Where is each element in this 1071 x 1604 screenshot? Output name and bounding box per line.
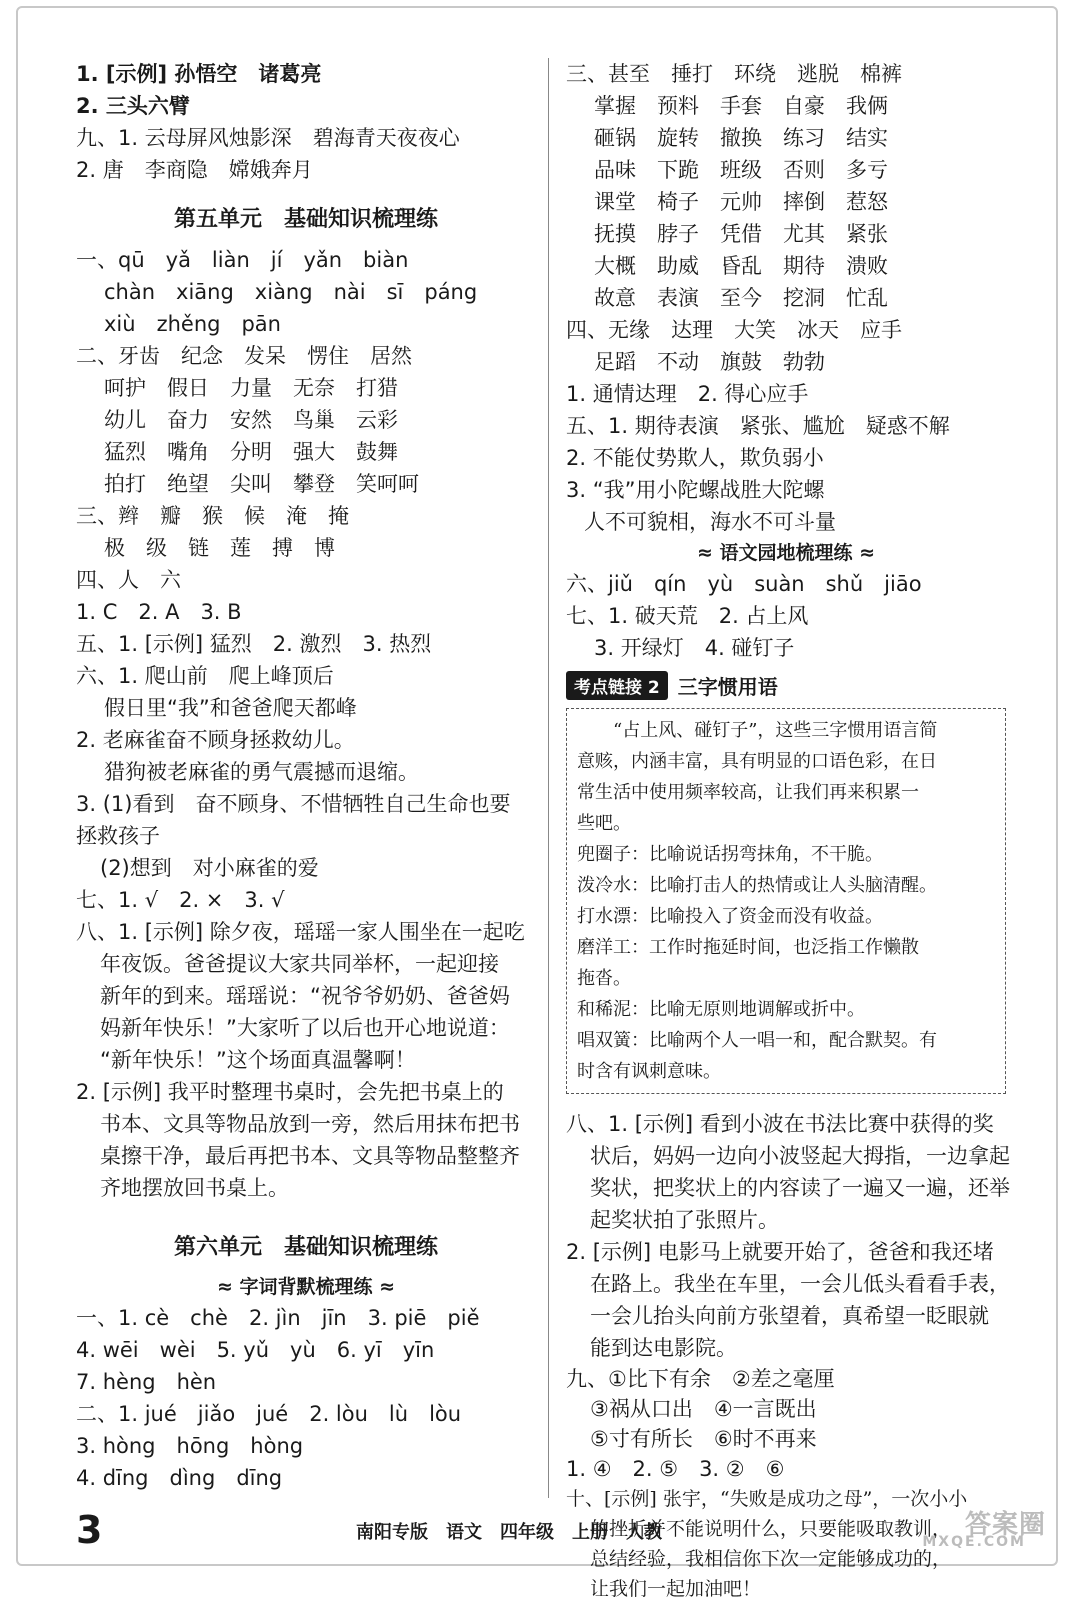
answer-line: 掌握 预料 手套 自豪 我俩 [594, 94, 888, 118]
answer-line: 六、jiǔ qín yù suàn shǔ jiāo [566, 572, 922, 596]
answer-line: “新年快乐！”这个场面真温馨啊！ [100, 1048, 416, 1072]
answer-line: 呵护 假日 力量 无奈 打猎 [104, 376, 398, 400]
answer-line: 齐地摆放回书桌上。 [100, 1176, 289, 1200]
answer-line: chàn xiāng xiàng nài sī páng [104, 280, 478, 304]
footer-info: 南阳专版 语文 四年级 上册 人教 [356, 1522, 662, 1543]
answer-line: 能到达电影院。 [590, 1336, 737, 1360]
answer-line: 1. 通情达理 2. 得心应手 [566, 382, 809, 406]
answer-line: 书本、文具等物品放到一旁，然后用抹布把书 [100, 1112, 520, 1136]
garden-title: ≈ 语文园地梳理练 ≈ [696, 542, 876, 564]
column-divider [548, 58, 549, 1498]
answer-line: 故意 表演 至今 挖洞 忙乱 [594, 286, 888, 310]
kaodian-box [566, 708, 1006, 1094]
answer-line: 妈新年快乐！”大家听了以后也开心地说道： [100, 1016, 510, 1040]
answer-line: 幼儿 奋力 安然 鸟巢 云彩 [104, 408, 398, 432]
box-line: 磨洋工：工作时拖延时间，也泛指工作懒散 [577, 937, 919, 958]
answer-line: 一会儿抬头向前方张望着，真希望一眨眼就 [590, 1304, 989, 1328]
answer-line: 状后，妈妈一边向小波竖起大拇指，一边拿起 [590, 1144, 1010, 1168]
answer-line: 1. ④ 2. ⑤ 3. ② ⑥ [566, 1457, 785, 1481]
answer-line: 总结经验，我相信你下次一定能够成功的， [590, 1548, 952, 1570]
answer-line: 七、1. √ 2. × 3. √ [76, 888, 285, 912]
box-line: 泼冷水：比喻打击人的热情或让人头脑清醒。 [577, 875, 937, 896]
kaodian-tag: 考点链接 2 [566, 671, 668, 700]
answer-line: 九、1. 云母屏风烛影深 碧海青天夜夜心 [76, 126, 460, 150]
unit6-title: 第六单元 基础知识梳理练 [173, 1235, 438, 1260]
answer-line: 二、牙齿 纪念 发呆 愣住 居然 [76, 344, 412, 368]
answer-line: 2. 三头六臂 [76, 94, 190, 118]
answer-line: 拍打 绝望 尖叫 攀登 笑呵呵 [104, 472, 419, 496]
watermark-url: MXQE.COM [922, 1534, 1026, 1550]
answer-line: 2. 不能仗势欺人，欺负弱小 [566, 446, 824, 470]
answer-line: 四、无缘 达理 大笑 冰天 应手 [566, 318, 902, 342]
answer-line: 五、1. 期待表演 紧张、尴尬 疑惑不解 [566, 414, 950, 438]
answer-line: 2. 唐 李商隐 嫦娥奔月 [76, 158, 313, 182]
box-line: 时含有讽刺意味。 [577, 1061, 721, 1082]
unit5-title: 第五单元 基础知识梳理练 [173, 207, 438, 232]
answer-line: 7. hèng hèn [76, 1370, 217, 1394]
answer-line: 年夜饭。爸爸提议大家共同举杯，一起迎接 [100, 952, 499, 976]
box-line: 兜圈子：比喻说话拐弯抹角，不干脆。 [577, 844, 883, 865]
answer-line: 三、甚至 捶打 环绕 逃脱 棉裤 [566, 62, 902, 86]
answer-line: 六、1. 爬山前 爬上峰顶后 [76, 664, 334, 688]
answer-line: 4. dīng dìng dīng [76, 1466, 283, 1490]
answer-line: 品味 下跪 班级 否则 多亏 [594, 158, 888, 182]
answer-line: 猎狗被老麻雀的勇气震撼而退缩。 [104, 760, 419, 784]
box-line: 意赅，内涵丰富，具有明显的口语色彩，在日 [577, 751, 937, 772]
kaodian-header [566, 668, 1006, 702]
answer-line: 在路上。我坐在车里，一会儿低头看看手表， [590, 1272, 1010, 1296]
answer-line: 4. wēi wèi 5. yǔ yù 6. yī yīn [76, 1338, 435, 1362]
box-line: “占上风、碰钉子”，这些三字惯用语言简 [577, 720, 938, 741]
left-column [76, 58, 536, 1494]
right-column [566, 58, 1010, 1604]
box-line: 拖沓。 [577, 968, 631, 989]
answer-line: 的挫折并不能说明什么，只要能吸取教训， [590, 1518, 952, 1540]
answer-line: xiù zhěng pān [104, 312, 281, 336]
box-line: 打水漂：比喻投入了资金而没有收益。 [577, 906, 883, 927]
answer-line: 2. [示例] 电影马上就要开始了，爸爸和我还堵 [566, 1240, 994, 1264]
answer-line: 2. 老麻雀奋不顾身拯救幼儿。 [76, 728, 355, 752]
box-line: 常生活中使用频率较高，让我们再来积累一 [577, 782, 919, 803]
answer-line: 人不可貌相，海水不可斗量 [584, 510, 836, 534]
answer-line: ⑤寸有所长 ⑥时不再来 [590, 1427, 817, 1451]
answer-line: 课堂 椅子 元帅 摔倒 惹怒 [594, 190, 888, 214]
answer-line: 3. hòng hōng hòng [76, 1434, 304, 1458]
unit6-subtitle: ≈ 字词背默梳理练 ≈ [216, 1276, 396, 1298]
answer-line: 拯救孩子 [76, 824, 160, 848]
answer-line: (2)想到 对小麻雀的爱 [100, 856, 319, 880]
answer-line: ③祸从口出 ④一言既出 [590, 1397, 817, 1421]
answer-line: 九、①比下有余 ②差之毫厘 [566, 1367, 835, 1391]
answer-line: 1. C 2. A 3. B [76, 600, 242, 624]
answer-line: 七、1. 破天荒 2. 占上风 [566, 604, 809, 628]
box-line: 和稀泥：比喻无原则地调解或折中。 [577, 999, 865, 1020]
answer-line: 一、qū yǎ liàn jí yǎn biàn [76, 248, 409, 272]
page-footer [76, 1508, 1046, 1552]
answer-line: 奖状，把奖状上的内容读了一遍又一遍，还举 [590, 1176, 1010, 1200]
answer-line: 三、辫 瓣 猴 候 淹 掩 [76, 504, 349, 528]
answer-line: 抚摸 脖子 凭借 尤其 紧张 [594, 222, 888, 246]
answer-line: 四、人 六 [76, 568, 181, 592]
answer-line: 大概 助威 昏乱 期待 溃败 [594, 254, 888, 278]
answer-line: 猛烈 嘴角 分明 强大 鼓舞 [104, 440, 398, 464]
answer-line: 五、1. [示例] 猛烈 2. 激烈 3. 热烈 [76, 632, 432, 656]
answer-line: 二、1. jué jiǎo jué 2. lòu lù lòu [76, 1402, 462, 1426]
answer-line: 起奖状拍了张照片。 [590, 1208, 779, 1232]
answer-line: 极 级 链 莲 搏 博 [104, 536, 335, 560]
answer-line: 八、1. [示例] 除夕夜，瑶瑶一家人围坐在一起吃 [76, 920, 525, 944]
answer-line: 3. 开绿灯 4. 碰钉子 [594, 636, 795, 660]
answer-line: 十、[示例] 张宇，“失败是成功之母”，一次小小 [566, 1488, 968, 1510]
answer-line: 2. [示例] 我平时整理书桌时，会先把书桌上的 [76, 1080, 504, 1104]
watermark-logo: 答案圈 [964, 1510, 1046, 1540]
answer-line: 桌擦干净，最后再把书本、文具等物品整整齐 [100, 1144, 520, 1168]
answer-line: 3. (1)看到 奋不顾身、不惜牺牲自己生命也要 [76, 792, 511, 816]
answer-line: 让我们一起加油吧！ [590, 1578, 762, 1600]
answer-line: 一、1. cè chè 2. jìn jīn 3. piē piě [76, 1306, 480, 1330]
answer-line: 新年的到来。瑶瑶说：“祝爷爷奶奶、爸爸妈 [100, 984, 510, 1008]
page-number: 3 [76, 1508, 103, 1552]
answer-line: 1. [示例] 孙悟空 诸葛亮 [76, 62, 322, 86]
answer-line: 砸锅 旋转 撤换 练习 结实 [594, 126, 888, 150]
answer-line: 足蹈 不动 旗鼓 勃勃 [594, 350, 825, 374]
answer-line: 3. “我”用小陀螺战胜大陀螺 [566, 478, 825, 502]
box-line: 唱双簧：比喻两个人一唱一和，配合默契。有 [577, 1030, 937, 1051]
kaodian-title: 三字惯用语 [677, 674, 778, 699]
box-line: 些吧。 [577, 813, 631, 834]
answer-line: 假日里“我”和爸爸爬天都峰 [104, 696, 357, 720]
answer-line: 八、1. [示例] 看到小波在书法比赛中获得的奖 [566, 1112, 994, 1136]
